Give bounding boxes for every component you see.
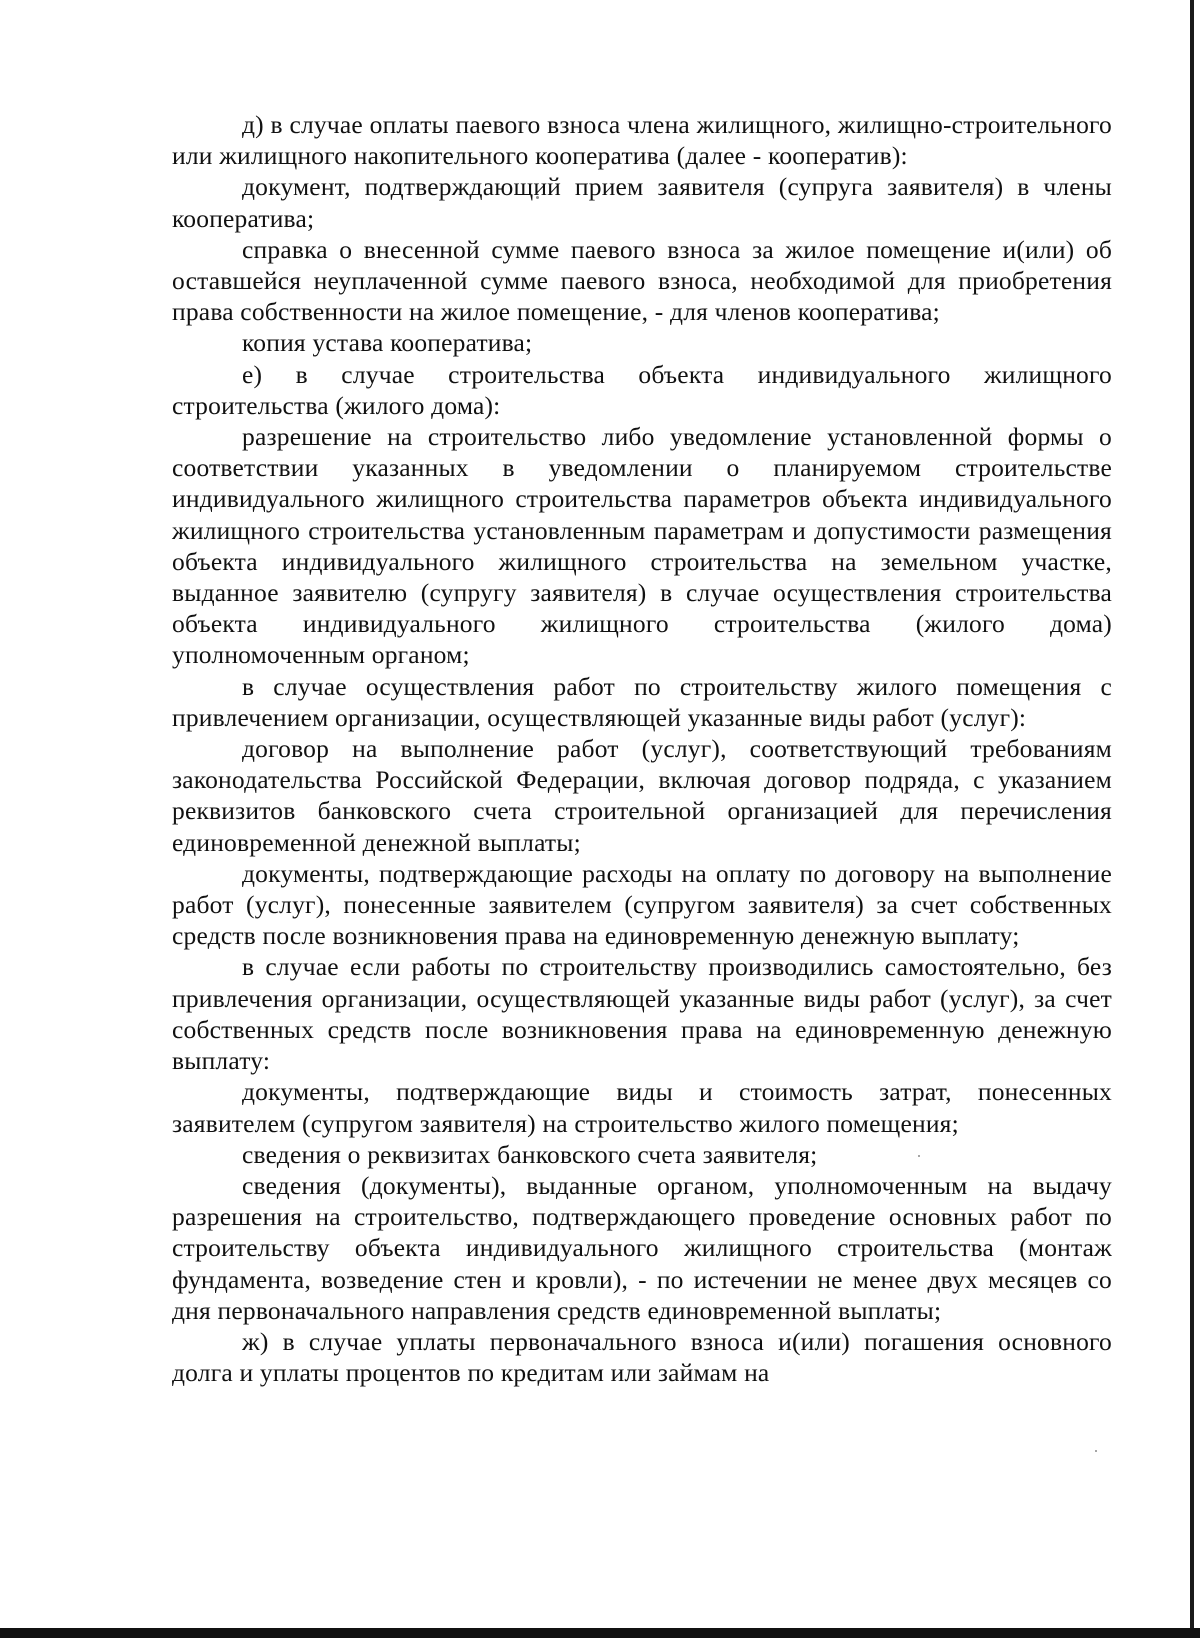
document-body [172,109,1112,1388]
paragraph: разрешение на строительство либо уведомление установленной формы о соответствии указанных в уведомлении о планируемом строительстве индивидуального жилищного строительства параметров объекта индивидуального жилищного строительства установленным параметрам и допустимости размещения объекта индивидуального жилищного строительства на земельном участке, выданное заявителю (супругу заявителя) в случае осуществления строительства объекта индивидуального жилищного строительства (жилого дома) уполномоченным органом; [172,422,1112,670]
paragraph: е) в случае строительства объекта индивидуального жилищного строительства (жилого дома): [172,359,1112,420]
paragraph: документ, подтверждающий прием заявителя (супруга заявителя) в члены кооператива; [172,172,1112,233]
paragraph: сведения (документы), выданные органом, уполномоченным на выдачу разрешения на строительство, подтверждающего проведение основных работ по строительству объекта индивидуального жилищного строительства (монтаж фундамента, возведение стен и кровли), - по истечении не менее двух месяцев со дня первоначального направления средств единовременной выплаты; [172,1170,1112,1325]
paragraph: сведения о реквизитах банковского счета заявителя; [242,1139,818,1169]
scan-edge-right [1190,0,1194,1638]
paragraph: справка о внесенной сумме паевого взноса за жилое помещение и(или) об оставшейся неуплаченной сумме паевого взноса, необходимой для приобретения права собственности на жилое помещение, - для членов кооператива; [172,234,1112,327]
paragraph: в случае осуществления работ по строительству жилого помещения с привлечением организации, осуществляющей указанные виды работ (услуг): [172,671,1112,732]
paragraph: в случае если работы по строительству производились самостоятельно, без привлечения организации, осуществляющей указанные виды работ (услуг), за счет собственных средств после возникновения права на единовременную денежную выплату: [172,952,1112,1076]
paragraph: документы, подтверждающие виды и стоимость затрат, понесенных заявителем (супругом заявителя) на строительство жилого помещения; [172,1077,1112,1138]
paragraph: ж) в случае уплаты первоначального взноса и(или) погашения основного долга и уплаты процентов по кредитам или займам на [172,1326,1112,1388]
paragraph: договор на выполнение работ (услуг), соответствующий требованиям законодательства Российской Федерации, включая договор подряда, с указанием реквизитов банковского счета строительной организацией для перечисления единовременной денежной выплаты; [172,734,1112,857]
paragraph: документы, подтверждающие расходы на оплату по договору на выполнение работ (услуг), понесенные заявителем (супругом заявителя) за счет собственных средств после возникновения права на единовременную денежную выплату; [172,858,1112,951]
scan-edge-bottom [0,1628,1200,1638]
paragraph: копия устава кооператива; [242,328,533,358]
paragraph: д) в случае оплаты паевого взноса члена жилищного, жилищно-строительного или жилищного накопительного кооператива (далее - кооператив): [172,110,1112,171]
scan-speck [1095,1450,1097,1452]
